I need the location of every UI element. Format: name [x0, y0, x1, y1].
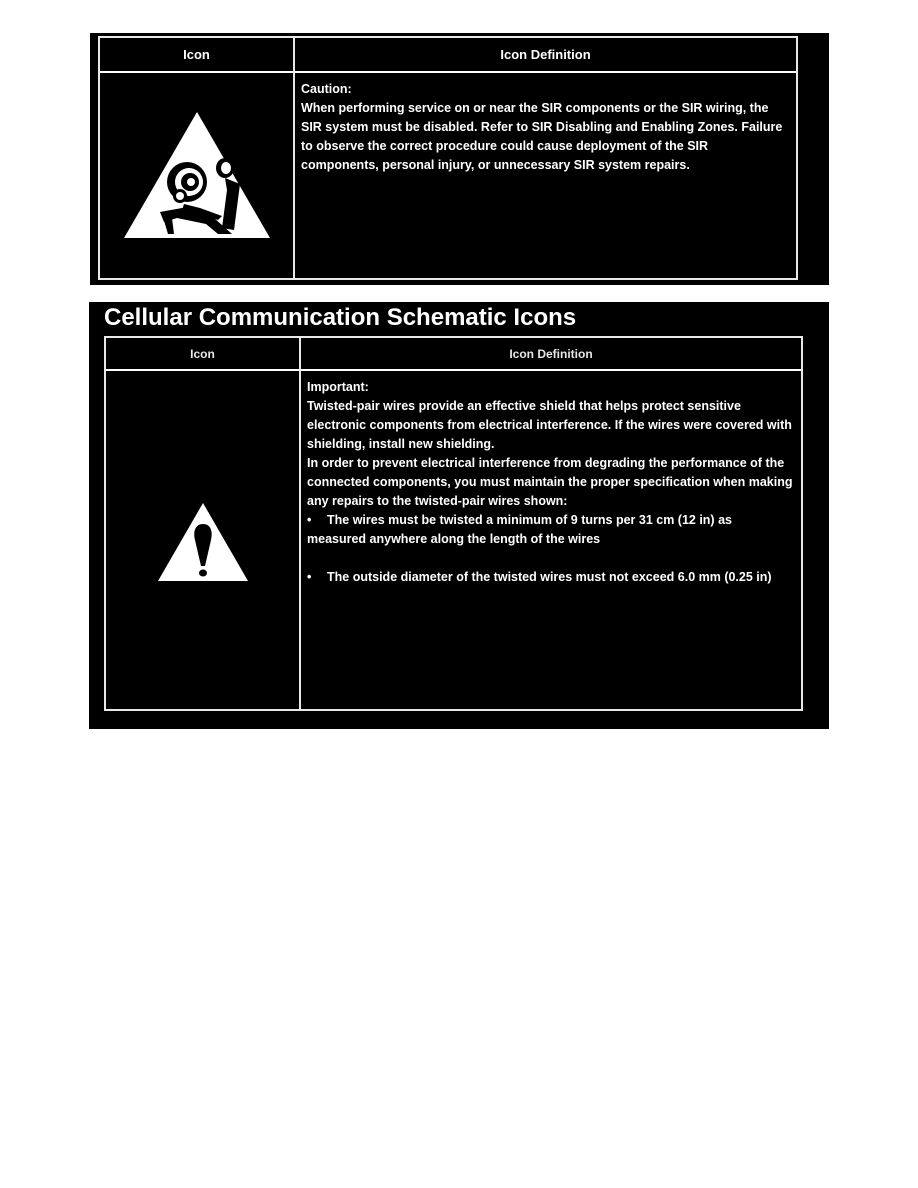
column-divider — [293, 38, 295, 278]
bullet-glyph: • — [307, 570, 312, 584]
bullet-item — [307, 568, 793, 587]
important-paragraph-2: In order to prevent electrical interference from degrading the performance of the connected components, you must maintain the proper specification when making any repairs to the twisted-pair wires shown: — [307, 456, 793, 508]
table-header-row — [100, 38, 796, 73]
bullet-text: The wires must be twisted a minimum of 9 turns per 31 cm (12 in) as measured anywhere along the length of the wires — [307, 513, 732, 546]
important-paragraph-1: Twisted-pair wires provide an effective shield that helps protect sensitive electronic components from electrical interference. If the wires were covered with shielding, install new shielding. — [307, 399, 792, 451]
cellular-communication-icons-block — [89, 302, 829, 729]
header-icon-definition: Icon Definition — [509, 346, 593, 361]
caution-text: When performing service on or near the SIR components or the SIR wiring, the SIR system must be disabled. Refer to SIR Disabling and Enabling Zones. Failure to observe the correct procedure could cause deployment of the SIR components, personal injury, or unnecessary SIR system repairs. — [301, 101, 783, 172]
icon-cell — [100, 73, 293, 278]
table-header-row — [106, 338, 801, 371]
cellular-icon-table — [104, 336, 803, 711]
icon-cell — [106, 371, 299, 709]
header-icon-definition: Icon Definition — [500, 47, 591, 62]
bullet-glyph: • — [307, 513, 312, 527]
sir-icon-table — [98, 36, 798, 280]
exclamation-warning-icon — [157, 502, 249, 582]
bullet-text: The outside diameter of the twisted wires must not exceed 6.0 mm (0.25 in) — [327, 570, 772, 584]
bullet-item — [307, 511, 793, 549]
header-icon: Icon — [183, 47, 210, 62]
icon-definition-cell — [307, 378, 793, 587]
sir-caution-block — [90, 33, 829, 285]
column-divider — [299, 338, 301, 709]
icon-definition-cell — [301, 80, 788, 175]
sir-airbag-warning-icon — [122, 110, 272, 240]
important-label: Important: — [307, 380, 369, 394]
section-title: Cellular Communication Schematic Icons — [104, 304, 577, 331]
header-icon: Icon — [190, 346, 215, 361]
caution-label: Caution: — [301, 82, 352, 96]
